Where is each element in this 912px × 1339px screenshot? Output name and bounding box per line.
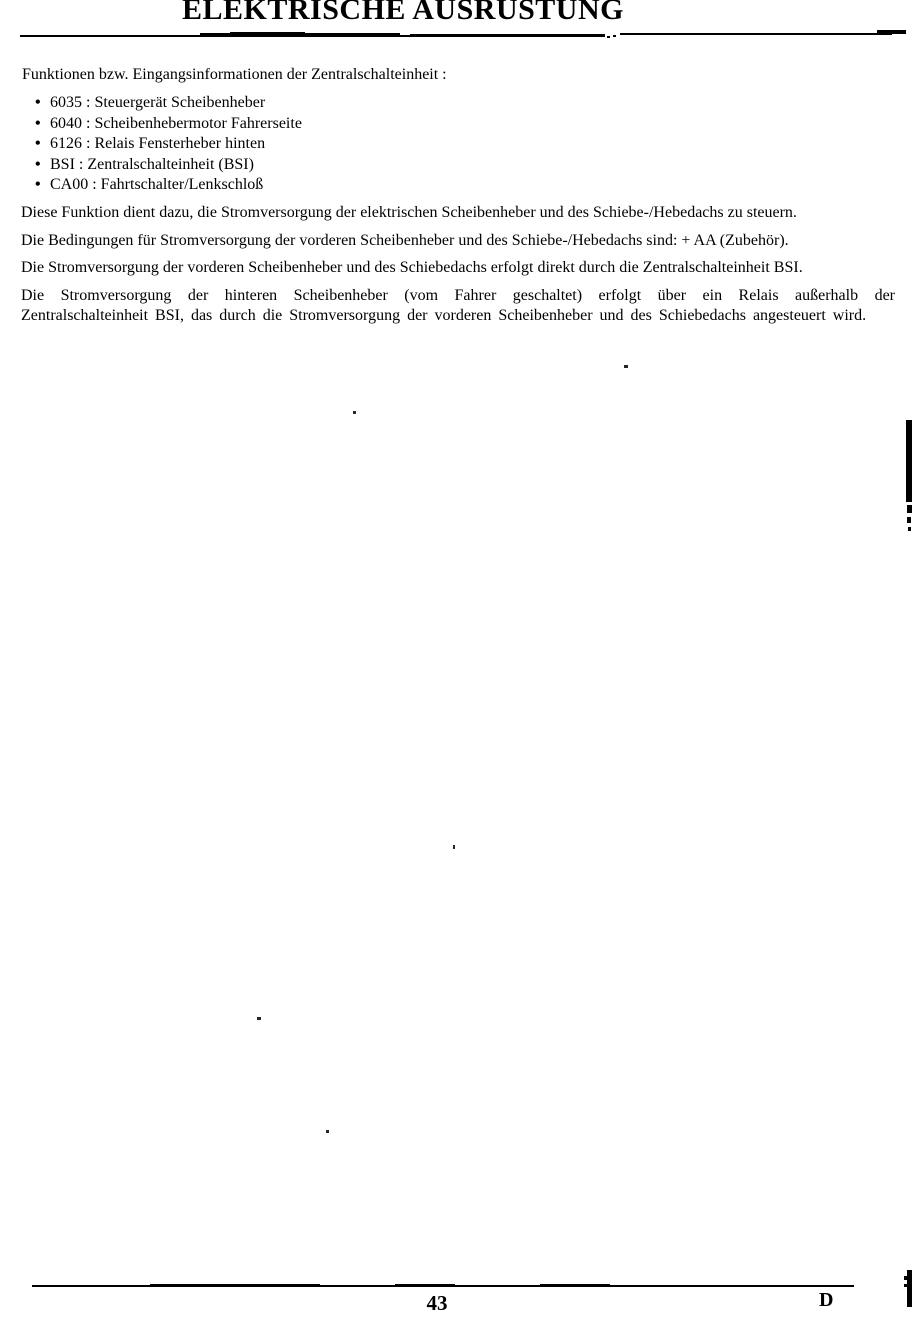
list-item: • CA00 : Fahrtschalter/Lenkschloß	[35, 175, 302, 196]
right-edge-mark	[906, 420, 912, 502]
paragraph: Diese Funktion dient dazu, die Stromversorgung der elektrischen Scheibenheber und des Schiebe-/Hebedachs zu steuern.	[21, 204, 797, 221]
footer-rule-segment	[395, 1284, 455, 1287]
function-list	[35, 93, 302, 196]
header-rule-segment	[230, 32, 305, 37]
header-rule-segment	[607, 36, 610, 38]
list-item: • BSI : Zentralschalteinheit (BSI)	[35, 155, 302, 176]
paragraph: Die Stromversorgung der hinteren Scheibenheber (vom Fahrer geschaltet) erfolgt über ein Relais außerhalb der Zentralschalteinheit BSI, das durch die Stromversorgung der vorderen Scheibenheber und des Schiebedachs angesteuert wird.	[21, 286, 895, 325]
list-item: • 6035 : Steuergerät Scheibenheber	[35, 93, 302, 114]
header-rule-segment	[410, 34, 605, 37]
scan-speck	[353, 411, 356, 414]
right-edge-mark	[907, 517, 911, 523]
page-number: 43	[426, 1291, 448, 1315]
right-edge-mark	[908, 527, 911, 531]
page-title: ELEKTRISCHE AUSRUSTUNG	[182, 0, 624, 26]
intro-text: Funktionen bzw. Eingangsinformationen der Zentralschalteinheit :	[22, 66, 447, 83]
header-rule-segment	[620, 33, 892, 35]
scan-speck	[624, 365, 628, 368]
paragraph: Die Stromversorgung der vorderen Scheibenheber und des Schiebedachs erfolgt direkt durch die Zentralschalteinheit BSI.	[21, 259, 803, 277]
scan-speck	[453, 845, 455, 849]
body-paragraphs	[21, 203, 895, 334]
right-edge-mark	[907, 1270, 912, 1307]
right-edge-mark	[907, 505, 912, 513]
scan-speck	[257, 1017, 261, 1020]
paragraph: Die Bedingungen für Stromversorgung der vorderen Scheibenheber und des Schiebe-/Hebedachs sind: + AA (Zubehör).	[21, 231, 789, 249]
section-letter: D	[819, 1289, 834, 1311]
list-item: • 6126 : Relais Fensterheber hinten	[35, 134, 302, 155]
list-item: • 6040 : Scheibenhebermotor Fahrerseite	[35, 114, 302, 135]
footer-rule-segment	[540, 1284, 610, 1287]
right-edge-mark	[904, 1276, 907, 1280]
right-edge-mark	[904, 1284, 907, 1287]
footer-rule-segment	[150, 1284, 320, 1287]
header-rule-segment	[613, 35, 616, 37]
scan-speck	[326, 1130, 329, 1133]
header-rule-segment	[877, 30, 906, 34]
